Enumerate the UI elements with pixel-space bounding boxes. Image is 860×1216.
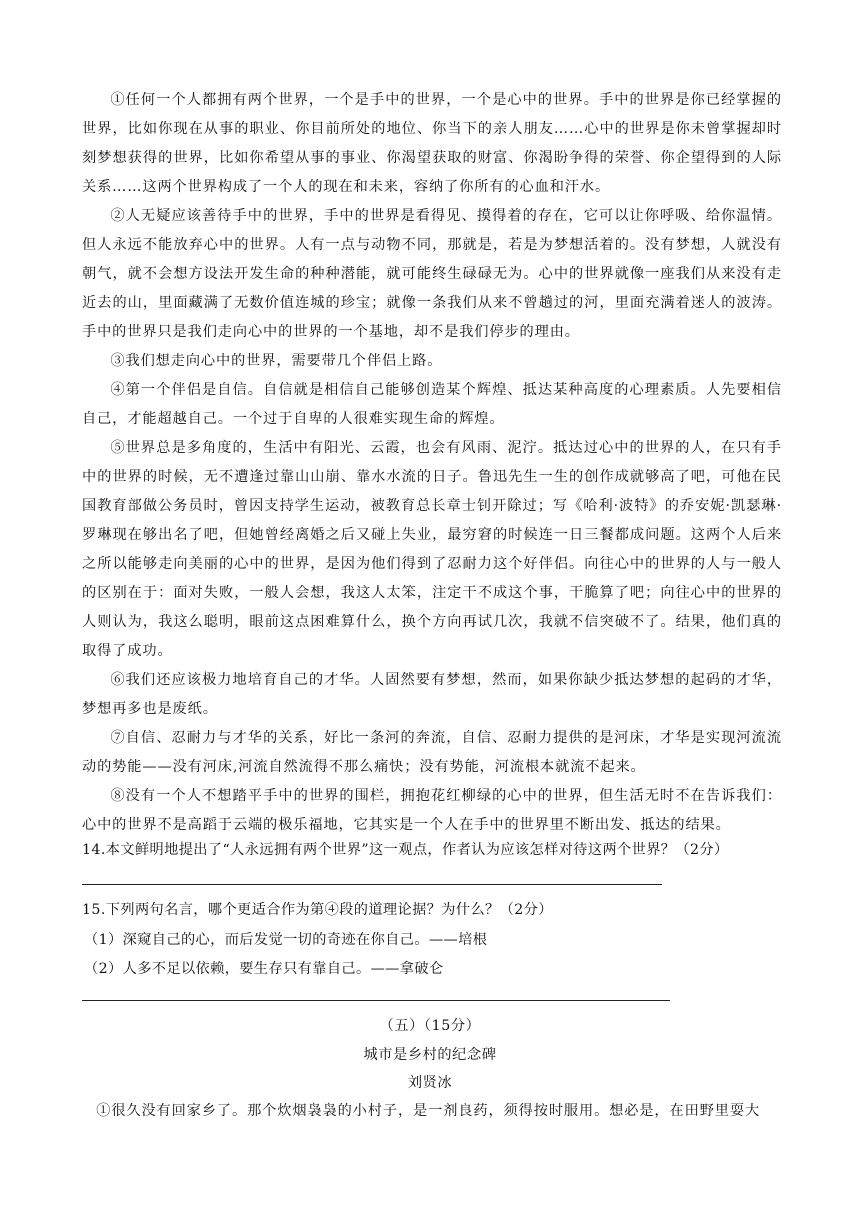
paragraph-6: ⑥我们还应该极力地培育自己的才华。人固然要有梦想，然而，如果你缺少抵达梦想的起码的才华，梦想再多也是废纸。 xyxy=(82,672,782,717)
paragraph-5: ⑤世界总是多角度的，生活中有阳光、云霞，也会有风雨、泥泞。抵达过心中的世界的人，在只有手中的世界的时候，无不遭逢过靠山山崩、靠水水流的日子。鲁迅先生一生的创作成就够高了吧，可他在民国教育部做公务员时，曾因支持学生运动，被教育总长章士钊开除过；写《哈利·波特》的乔安妮·凯瑟琳·罗琳现在够出名了吧，但她曾经离婚之后又碰上失业，最穷窘的时候连一日三餐都成问题。这两个人后来之所以能够走向美丽的心中的世界，是因为他们得到了忍耐力这个好伴侣。向往心中的世界的人与一般人的区别在于：面对失败，一般人会想，我这人太笨，注定干不成这个事，干脆算了吧；向往心中的世界的人则认为，我这么聪明，眼前这点困难算什么，换个方向再试几次，我就不信突破不了。结果，他们真的取得了成功。 xyxy=(82,440,782,659)
paragraph-1: ①任何一个人都拥有两个世界，一个是手中的世界，一个是心中的世界。手中的世界是你已经掌握的世界，比如你现在从事的职业、你目前所处的地位、你当下的亲人朋友……心中的世界是你未曾掌握却时刻梦想获得的世界，比如你希望从事的事业、你渴望获取的财富、你渴盼争得的荣誉、你企望得到的人际关系……这两个世界构成了一个人的现在和未来，容纳了你所有的心血和汗水。 xyxy=(82,92,782,195)
quote-option-2: （2）人多不足以依赖，要生存只有靠自己。——拿破仑 xyxy=(84,961,444,977)
quote-option-1: （1）深窥自己的心，而后发觉一切的奇迹在你自己。——培根 xyxy=(84,932,488,948)
question-15: 15.下列两句名言，哪个更适合作为第④段的道理论据？为什么？（2分） xyxy=(82,902,553,918)
paragraph-7: ⑦自信、忍耐力与才华的关系，好比一条河的奔流，自信、忍耐力提供的是河床，才华是实现河流流动的势能——没有河床,河流自然流得不那么痛快；没有势能，河流根本就流不起来。 xyxy=(82,730,782,775)
paragraph-8: ⑧没有一个人不想踏平手中的世界的围栏，拥抱花红柳绿的心中的世界，但生活无时不在告诉我们：心中的世界不是高蹈于云端的极乐福地，它其实是一个人在手中的世界里不断出发、抵达的结果。 xyxy=(82,788,782,833)
paragraph-2: ②人无疑应该善待手中的世界，手中的世界是看得见、摸得着的存在，它可以让你呼吸、给你温情。但人永远不能放弃心中的世界。人有一点与动物不同，那就是，若是为梦想活着的。没有梦想，人就没有朝气，就不会想方设法开发生命的种种潜能，就可能终生碌碌无为。心中的世界就像一座我们从来没有走近去的山，里面藏满了无数价值连城的珍宝；就像一条我们从来不曾趟过的河，里面充满着迷人的波涛。手中的世界只是我们走向心中的世界的一个基地，却不是我们停步的理由。 xyxy=(82,208,782,340)
answer-line-15[interactable] xyxy=(82,1000,670,1001)
paragraph-3: ③我们想走向心中的世界，需要带几个伴侣上路。 xyxy=(110,353,443,369)
section-header: （五）（15分） xyxy=(379,1018,481,1034)
answer-line-14[interactable] xyxy=(82,884,662,885)
paragraph-4: ④第一个伴侣是自信。自信就是相信自己能够创造某个辉煌、抵达某种高度的心理素质。人先要相信自己，才能超越自己。一个过于自卑的人很难实现生命的辉煌。 xyxy=(82,382,782,427)
article-author: 刘贤冰 xyxy=(407,1075,453,1091)
article-title: 城市是乡村的纪念碑 xyxy=(363,1047,497,1063)
question-14: 14.本文鲜明地提出了“人永远拥有两个世界”这一观点，作者认为应该怎样对待这两个世界？（2分） xyxy=(82,842,729,858)
article-paragraph-1: ①很久没有回家乡了。那个炊烟袅袅的小村子，是一剂良药，须得按时服用。想必是，在田野里耍大 xyxy=(96,1103,761,1119)
